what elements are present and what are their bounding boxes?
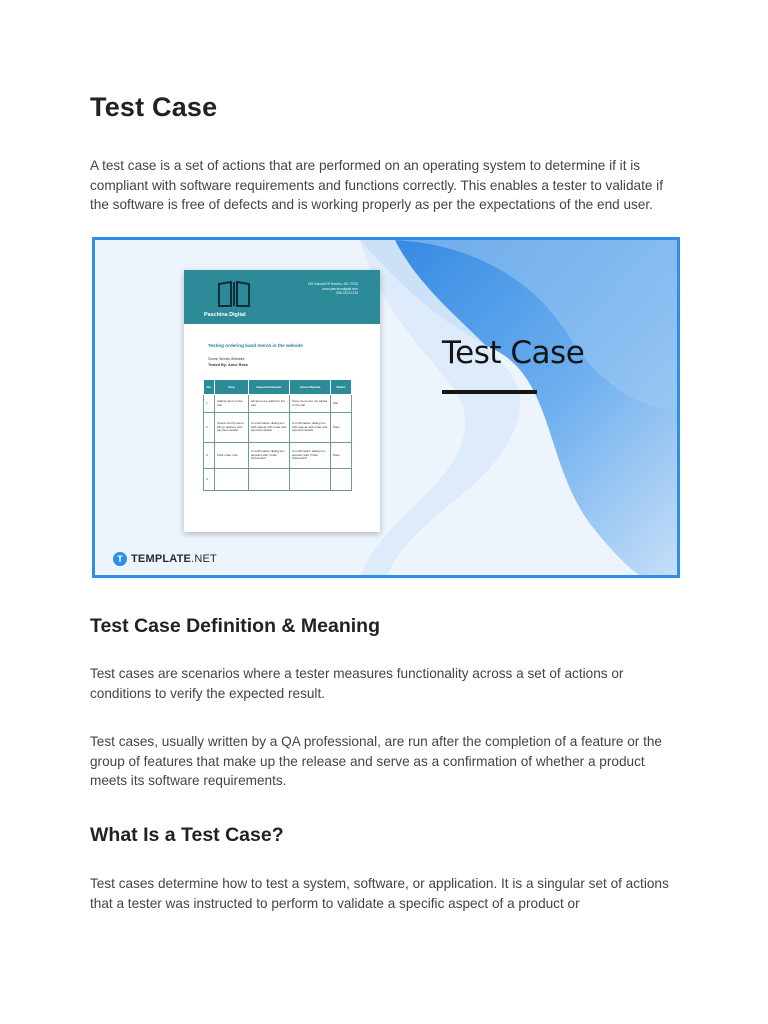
hero-banner-image [92,237,680,578]
table-cell [290,469,331,491]
what-is-paragraph-1: Test cases determine how to test a system, software, or application. It is a singular set of actions that a tester was instructed to perform to validate a specific aspect of a product or [90,876,669,911]
definition-paragraph-1: Test cases are scenarios where a tester measures functionality across a set of actions or conditions to verify the expected result. [90,666,624,701]
table-cell: 4 [204,469,215,491]
column-header: Expected Results [249,380,290,395]
document-title: Testing ordering band merch in the website [208,343,303,348]
meta-line: Some Words Website [208,357,245,361]
column-header: Step [215,380,249,395]
document-meta [208,357,248,368]
test-case-document-preview [184,270,380,532]
template-net-wordmark [131,553,217,565]
meta-line: Tested By: Anne Ross [208,362,248,367]
document-company: Paschina Digital [204,312,246,318]
table-cell: Pass [331,443,352,469]
template-net-logo [113,552,217,566]
table-cell [215,469,249,491]
table-cell: A confirmation dialog box appears with 'Order Successful' [249,443,290,469]
column-header: Actual Results [290,380,331,395]
banner-heading: Test Case [442,335,585,371]
table-cell [249,469,290,491]
wordmark-suffix: .NET [191,553,217,565]
table-cell: A confirmation dialog box appears with 'Order Successful' [290,443,331,469]
table-cell: Click order now [215,443,249,469]
column-header: No. [204,380,215,395]
table-cell: Fail [331,395,352,413]
banner-wave-background [95,240,680,578]
banner-heading-underline [442,390,537,394]
table-cell: Some items are not added to the cart [290,395,331,413]
page-title: Test Case [90,92,218,122]
table-row [204,395,352,413]
section-heading-definition: Test Case Definition & Meaning [90,615,381,637]
table-header-row [204,380,352,395]
contact-line: 555-0123-1234 [336,291,358,295]
wordmark-prefix: TEMPLATE [131,553,192,565]
table-cell: 2 [204,413,215,443]
template-net-badge-icon: T [113,552,127,566]
table-row [204,443,352,469]
table-cell: 1 [204,395,215,413]
contact-line: www.paschinadigital.com [322,286,358,291]
table-cell: A confirmation dialog box with appear with order and payment details [290,413,331,443]
section-heading-what-is: What Is a Test Case? [90,824,284,846]
table-row [204,469,352,491]
table-row [204,413,352,443]
table-cell: Check out the items. Fill up delivery and payment details [215,413,249,443]
intro-paragraph: A test case is a set of actions that are performed on an operating system to determine if it is compliant with software requirements and functions correctly. This enables a tester to validate if the software is free of defects and is working properly as per the expectations of the end user. [90,158,663,213]
table-cell: 3 [204,443,215,469]
contact-line: 199 Victoria RR Rancho, ND 77023 [307,282,358,286]
column-header: Status [331,380,352,395]
document-contact [288,282,358,296]
document-header [184,270,380,324]
table-cell: Pass [331,413,352,443]
book-logo-icon [216,280,252,308]
table-cell: Adding items to the cart [215,395,249,413]
definition-paragraph-2: Test cases, usually written by a QA professional, are run after the completion of a feature or the group of features that make up the release and serve as a confirmation of whether a product meets its software requirements. [90,734,662,789]
test-case-table [203,379,352,491]
table-cell: A confirmation dialog box with appear with order and payment details [249,413,290,443]
table-cell: All items are added to the cart [249,395,290,413]
table-cell [331,469,352,491]
